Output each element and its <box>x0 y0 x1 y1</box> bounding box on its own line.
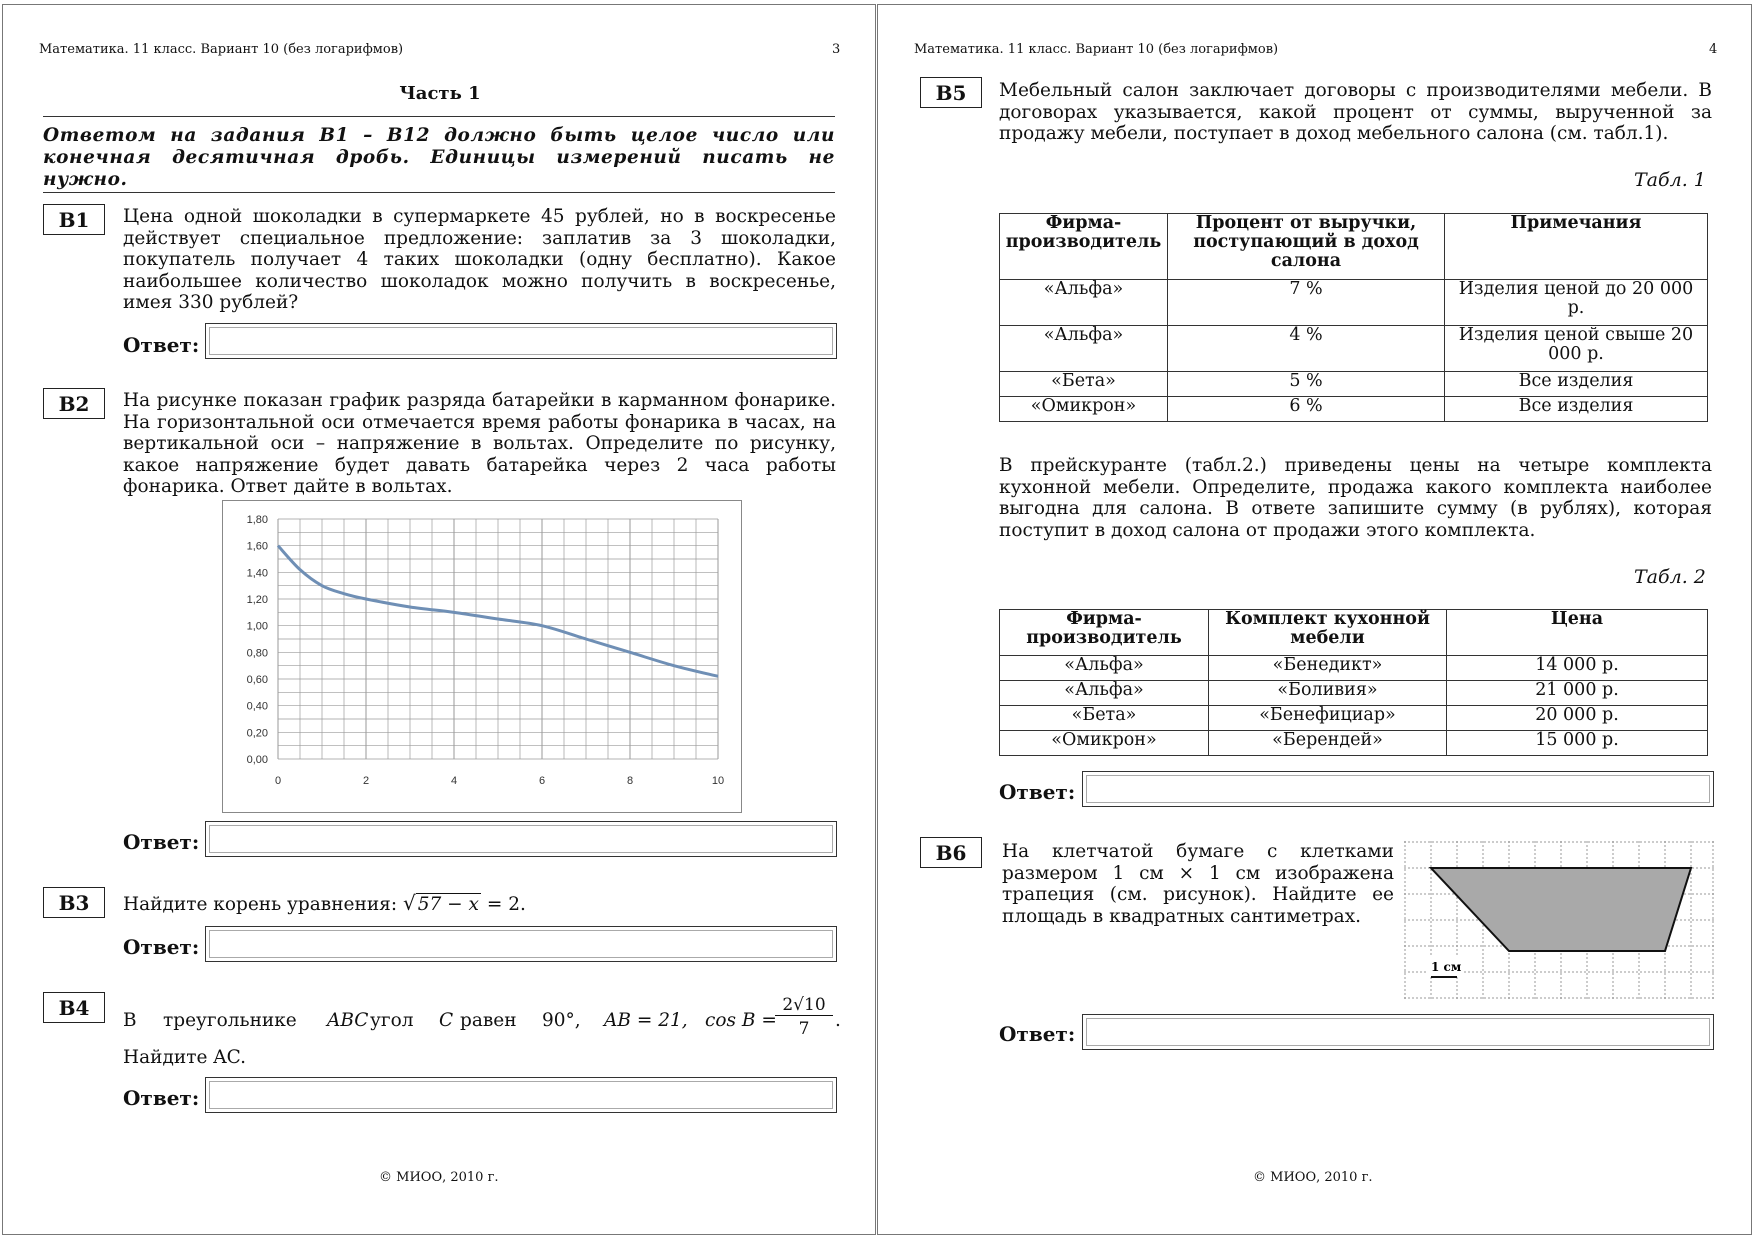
table-header: Фирма-производитель <box>1000 610 1209 656</box>
answer-field-b2[interactable] <box>205 821 837 857</box>
b4-triangle: ABC <box>327 1010 369 1031</box>
b3-rhs: = 2. <box>480 894 526 915</box>
table-cell: «Омикрон» <box>1000 397 1168 422</box>
page-header: Математика. 11 класс. Вариант 10 (без логарифмов) <box>39 42 404 57</box>
y-tick-label: 1,60 <box>246 540 268 553</box>
right-page <box>877 4 1752 1235</box>
table-cell: «Бета» <box>1000 372 1168 397</box>
table-cell: 6 % <box>1168 397 1445 422</box>
table-header: Комплект кухонной мебели <box>1209 610 1447 656</box>
table-cell: «Бета» <box>1000 706 1209 731</box>
trapezoid <box>1431 868 1691 951</box>
question-label-b4: B4 <box>43 992 105 1023</box>
b4-angle: C <box>439 1010 454 1031</box>
table-cell: «Омикрон» <box>1000 731 1209 756</box>
b4-numerator: 2√10 <box>775 995 833 1016</box>
table-cell: «Бенефициар» <box>1209 706 1447 731</box>
price-table <box>999 609 1708 756</box>
table-header: Примечания <box>1445 214 1708 280</box>
b3-radicand: 57 − x <box>417 894 479 915</box>
page-header: Математика. 11 класс. Вариант 10 (без логарифмов) <box>914 42 1279 57</box>
answer-field-b4[interactable] <box>205 1077 837 1113</box>
page-number: 4 <box>1709 42 1718 57</box>
table-cell: 20 000 р. <box>1447 706 1708 731</box>
part-title: Часть 1 <box>399 83 481 104</box>
b4-cos: cos B = <box>705 1010 777 1031</box>
table-cell: «Альфа» <box>1000 280 1168 326</box>
b4-word: треугольнике <box>163 1010 297 1031</box>
page-number: 3 <box>832 42 841 57</box>
answer-label: Ответ: <box>999 780 1076 804</box>
y-tick-label: 1,40 <box>246 567 268 580</box>
x-tick-label: 10 <box>711 775 725 787</box>
b3-prompt: Найдите корень уравнения: <box>123 894 398 915</box>
table-cell: «Альфа» <box>1000 656 1209 681</box>
table-cell: Изделия ценой до 20 000 р. <box>1445 280 1708 326</box>
table-cell: «Альфа» <box>1000 326 1168 372</box>
b4-denominator: 7 <box>798 1019 810 1039</box>
table-header: Цена <box>1447 610 1708 656</box>
y-tick-label: 1,80 <box>246 514 268 526</box>
b4-word: В <box>123 1010 137 1031</box>
question-text-b5-part2: В прейскуранте (табл.2.) приведены цены на четыре комплекта кухонной мебели. Определите, продажа какого комплекта наиболее выгодна для салона. В ответе запишите сумму (в рублях), которая поступит в доход салона от продажи этого комплекта. <box>999 455 1712 541</box>
footer: © МИОО, 2010 г. <box>379 1170 499 1185</box>
y-tick-label: 0,60 <box>246 674 268 686</box>
instructions: Ответом на задания В1 – В12 должно быть целое число или конечная десятичная дробь. Единицы измерений писать не нужно. <box>43 125 835 190</box>
scale-label: 1 см <box>1431 960 1462 974</box>
x-tick-label: 4 <box>450 775 458 787</box>
b4-degree: 90°, <box>542 1010 581 1031</box>
answer-field-b6[interactable] <box>1082 1014 1714 1050</box>
y-tick-label: 0,00 <box>246 754 268 766</box>
b4-word: равен <box>460 1010 517 1031</box>
divider <box>43 192 835 193</box>
table1-caption: Табл. 1 <box>1634 169 1706 191</box>
table-cell: «Бенедикт» <box>1209 656 1447 681</box>
table2-caption: Табл. 2 <box>1634 566 1706 588</box>
answer-label: Ответ: <box>123 333 200 357</box>
table-cell: «Берендей» <box>1209 731 1447 756</box>
table-cell: «Боливия» <box>1209 681 1447 706</box>
x-tick-label: 6 <box>538 775 546 787</box>
y-tick-label: 1,00 <box>246 620 268 633</box>
commission-table <box>999 213 1708 422</box>
divider <box>43 116 835 117</box>
question-text-b3 <box>123 893 836 916</box>
question-text-b6: На клетчатой бумаге с клетками размером 1 см × 1 см изображена трапеция (см. рисунок). Найдите ее площадь в квадратных сантиметрах. <box>1002 841 1394 927</box>
x-tick-label: 0 <box>274 775 282 787</box>
table-cell: Изделия ценой свыше 20 000 р. <box>1445 326 1708 372</box>
table-cell: 14 000 р. <box>1447 656 1708 681</box>
question-label-b5: B5 <box>920 77 982 108</box>
question-label-b1: B1 <box>43 204 105 235</box>
footer: © МИОО, 2010 г. <box>1253 1170 1373 1185</box>
table-cell: Все изделия <box>1445 397 1708 422</box>
y-tick-label: 0,40 <box>246 700 268 713</box>
left-page <box>2 4 876 1235</box>
table-cell: Все изделия <box>1445 372 1708 397</box>
table-cell: 4 % <box>1168 326 1445 372</box>
table-header: Фирма-производитель <box>1000 214 1168 280</box>
table-header: Процент от выручки, поступающий в доход салона <box>1168 214 1445 280</box>
battery-discharge-chart <box>223 501 740 811</box>
question-label-b2: B2 <box>43 388 105 419</box>
x-tick-label: 2 <box>362 775 370 787</box>
table-cell: 7 % <box>1168 280 1445 326</box>
b4-question: Найдите AC. <box>123 1047 247 1068</box>
answer-label: Ответ: <box>999 1022 1076 1046</box>
y-tick-label: 0,20 <box>246 727 268 740</box>
trapezoid-figure <box>1404 841 1718 1007</box>
answer-label: Ответ: <box>123 830 200 854</box>
table-cell: 5 % <box>1168 372 1445 397</box>
question-text-b5: Мебельный салон заключает договоры с производителями мебели. В договорах указывается, какой процент от суммы, вырученной за продажу мебели, поступает в доход мебельного салона (см. табл.1). <box>999 80 1712 144</box>
answer-label: Ответ: <box>123 935 200 959</box>
answer-field-b3[interactable] <box>205 926 837 962</box>
table-cell: 21 000 р. <box>1447 681 1708 706</box>
table-cell: 15 000 р. <box>1447 731 1708 756</box>
b4-ab: AB = 21, <box>604 1010 688 1031</box>
sqrt-sign: √ <box>402 891 416 915</box>
answer-field-b5[interactable] <box>1082 771 1714 807</box>
x-tick-label: 8 <box>626 775 634 787</box>
question-label-b3: B3 <box>43 887 105 918</box>
question-text-b2: На рисунке показан график разряда батарейки в карманном фонарике. На горизонтальной оси отмечается время работы фонарика в часах, на вертикальной оси – напряжение в вольтах. Определите по рисунку, какое напряжение будет давать батарейка через 2 часа работы фонарика. Ответ дайте в вольтах. <box>123 390 836 497</box>
table-cell: «Альфа» <box>1000 681 1209 706</box>
answer-label: Ответ: <box>123 1086 200 1110</box>
y-tick-label: 1,20 <box>246 594 268 606</box>
b4-word: угол <box>370 1010 414 1031</box>
chart-frame <box>222 500 742 813</box>
question-label-b6: B6 <box>920 837 982 868</box>
y-tick-label: 0,80 <box>246 647 268 660</box>
question-text-b4: В треугольнике ABC угол C равен 90°, AB = 21, cos B = 2√10 7 . <box>123 995 841 1039</box>
answer-field-b1[interactable] <box>205 323 837 359</box>
question-text-b1: Цена одной шоколадки в супермаркете 45 рублей, но в воскресенье действует специальное предложение: заплатив за 3 шоколадки, покупатель получает 4 таких шоколадки (одну бесплатно). Какое наибольшее количество шоколадок можно получить в воскресенье, имея 330 рублей? <box>123 206 836 313</box>
